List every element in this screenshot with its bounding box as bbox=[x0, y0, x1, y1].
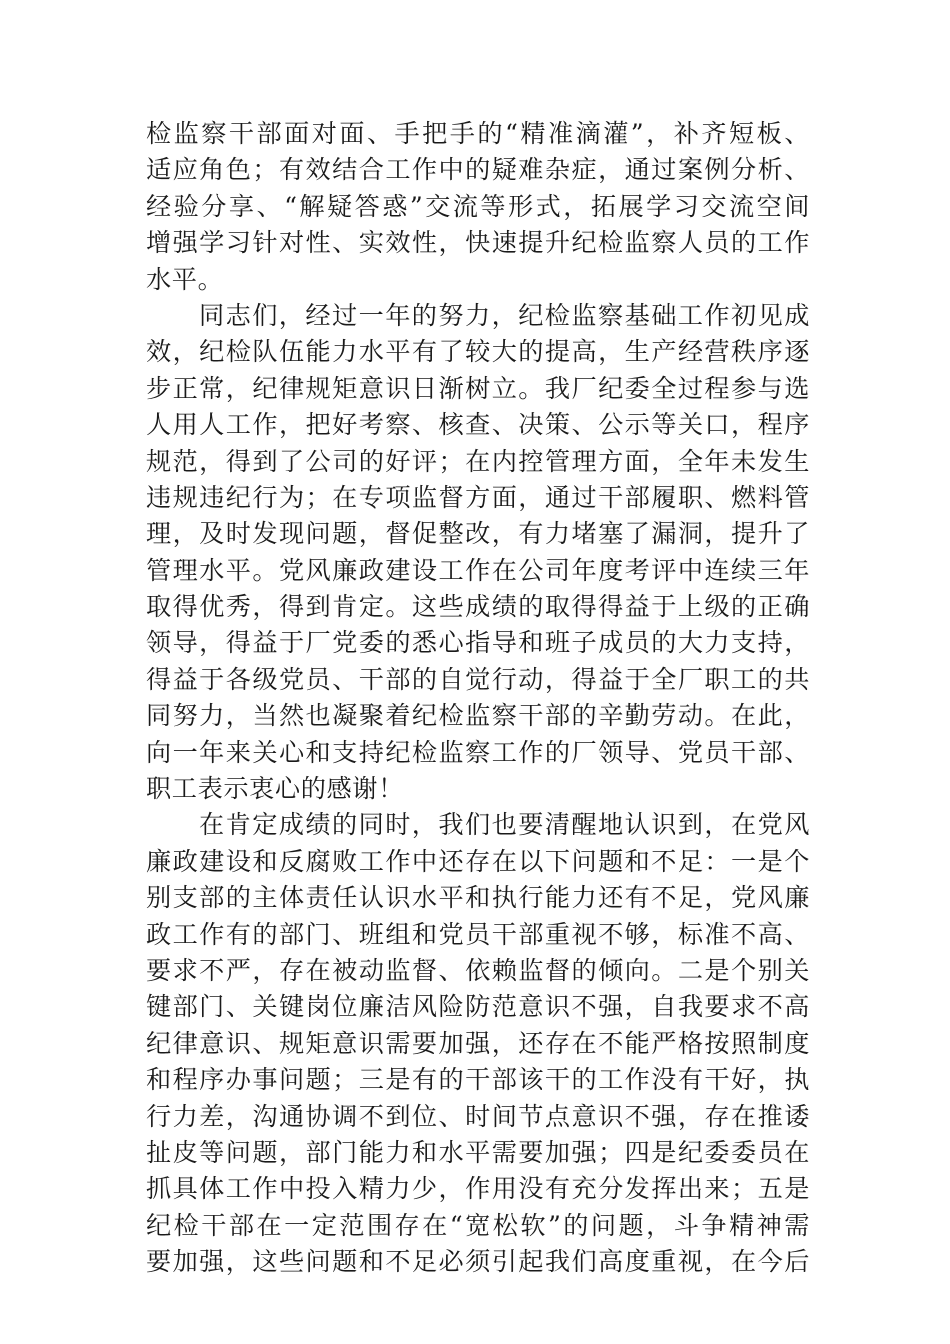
text-line: 违规违纪行为；在专项监督方面，通过干部履职、燃料管 bbox=[146, 482, 810, 512]
text-line: 扯皮等问题，部门能力和水平需要加强；四是纪委委员在 bbox=[146, 1137, 810, 1167]
text-line: 要加强，这些问题和不足必须引起我们高度重视，在今后 bbox=[146, 1247, 810, 1277]
text-line: 政工作有的部门、班组和党员干部重视不够，标准不高、 bbox=[146, 919, 810, 949]
text-line: 规范，得到了公司的好评；在内控管理方面，全年未发生 bbox=[146, 446, 810, 476]
text-line: 效，纪检队伍能力水平有了较大的提高，生产经营秩序逐 bbox=[146, 337, 810, 367]
paragraph-1 bbox=[146, 116, 810, 298]
text-line: 键部门、关键岗位廉洁风险防范意识不强，自我要求不高 bbox=[146, 992, 810, 1022]
document-body bbox=[146, 116, 810, 1281]
text-line: 适应角色；有效结合工作中的疑难杂症，通过案例分析、 bbox=[146, 155, 810, 185]
text-line: 别支部的主体责任认识水平和执行能力还有不足，党风廉 bbox=[146, 883, 810, 913]
text-line: 水平。 bbox=[146, 264, 224, 294]
text-line: 同志们，经过一年的努力，纪检监察基础工作初见成 bbox=[199, 300, 810, 330]
text-line: 领导，得益于厂党委的悉心指导和班子成员的大力支持， bbox=[146, 628, 810, 658]
text-line: 职工表示衷心的感谢！ bbox=[146, 774, 404, 804]
text-line: 经验分享、“解疑答惑”交流等形式，拓展学习交流空间 bbox=[146, 191, 810, 221]
text-line: 理，及时发现问题，督促整改，有力堵塞了漏洞，提升了 bbox=[146, 519, 810, 549]
text-line: 纪检干部在一定范围存在“宽松软”的问题，斗争精神需 bbox=[146, 1210, 810, 1240]
text-line: 管理水平。党风廉政建设工作在公司年度考评中连续三年 bbox=[146, 555, 810, 585]
text-line: 检监察干部面对面、手把手的“精准滴灌”，补齐短板、 bbox=[146, 119, 810, 148]
text-line: 人用人工作，把好考察、核查、决策、公示等关口，程序 bbox=[146, 410, 810, 440]
text-line: 增强学习针对性、实效性，快速提升纪检监察人员的工作 bbox=[146, 228, 810, 258]
text-line: 行力差，沟通协调不到位、时间节点意识不强，存在推诿 bbox=[146, 1101, 810, 1131]
text-line: 纪律意识、规矩意识需要加强，还存在不能严格按照制度 bbox=[146, 1028, 810, 1058]
text-line: 要求不严，存在被动监督、依赖监督的倾向。二是个别关 bbox=[146, 955, 810, 985]
text-line: 和程序办事问题；三是有的干部该干的工作没有干好，执 bbox=[146, 1065, 810, 1095]
text-line: 在肯定成绩的同时，我们也要清醒地认识到，在党风 bbox=[199, 810, 810, 840]
text-line: 抓具体工作中投入精力少，作用没有充分发挥出来；五是 bbox=[146, 1174, 810, 1204]
text-line: 取得优秀，得到肯定。这些成绩的取得得益于上级的正确 bbox=[146, 592, 810, 622]
text-line: 廉政建设和反腐败工作中还存在以下问题和不足：一是个 bbox=[146, 846, 810, 876]
paragraph-2 bbox=[146, 298, 810, 807]
text-line: 得益于各级党员、干部的自觉行动，得益于全厂职工的共 bbox=[146, 664, 810, 694]
text-line: 同努力，当然也凝聚着纪检监察干部的辛勤劳动。在此， bbox=[146, 701, 810, 731]
text-line: 步正常，纪律规矩意识日渐树立。我厂纪委全过程参与选 bbox=[146, 373, 810, 403]
paragraph-3 bbox=[146, 807, 810, 1280]
text-line: 向一年来关心和支持纪检监察工作的厂领导、党员干部、 bbox=[146, 737, 810, 767]
